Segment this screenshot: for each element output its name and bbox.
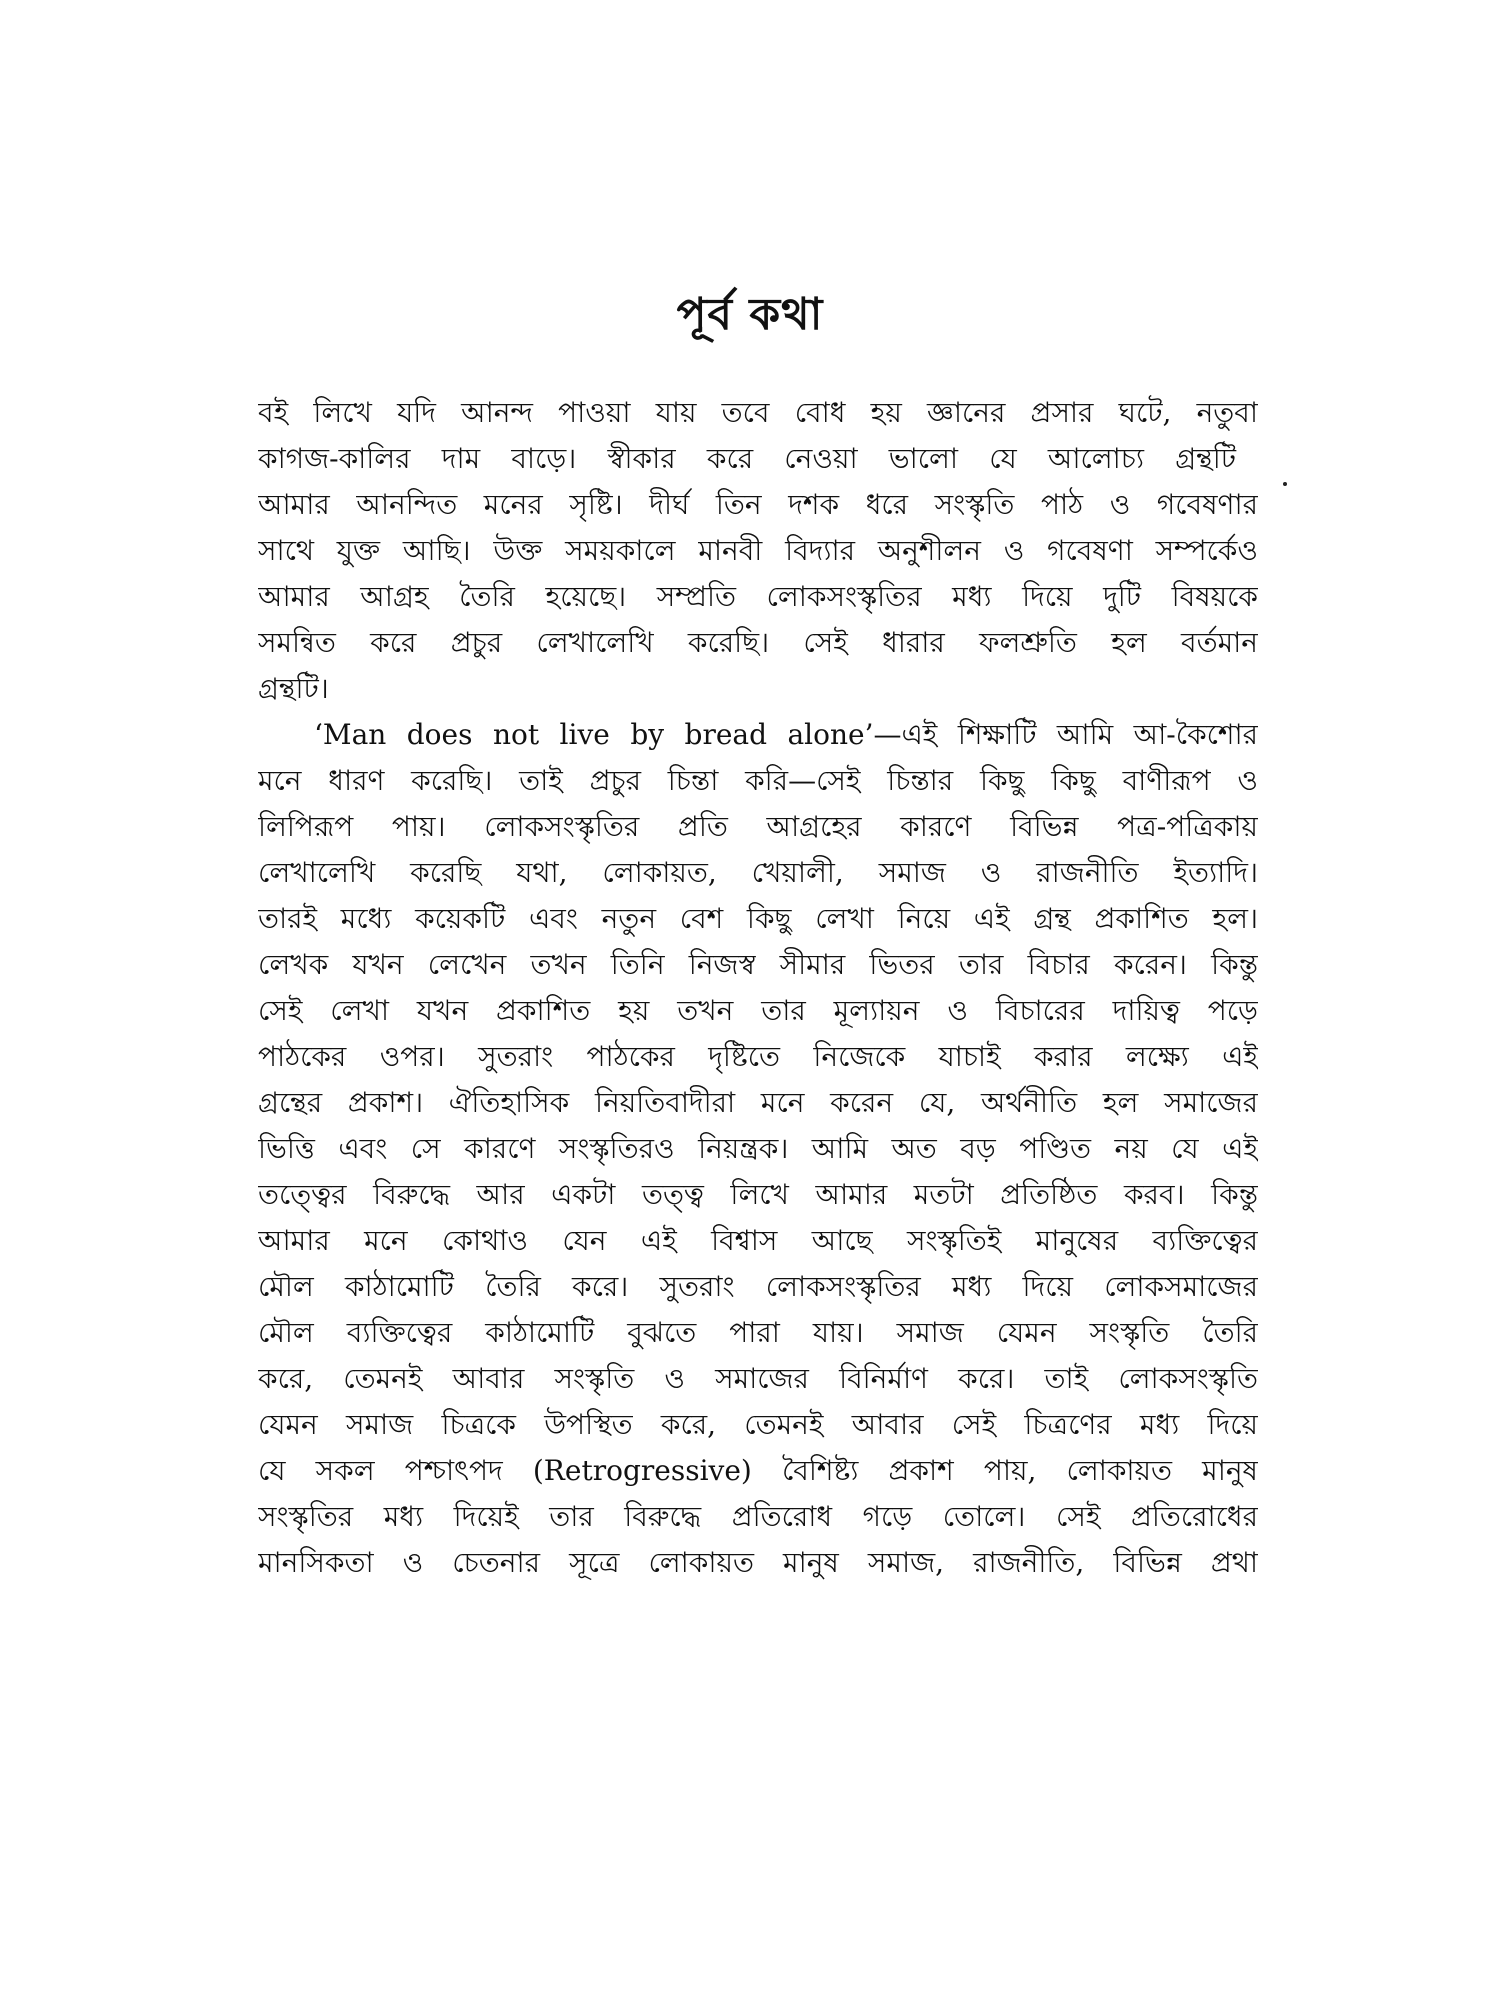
paragraph-2 (258, 712, 1258, 1586)
text-line: সেই লেখা যখন প্রকাশিত হয় তখন তার মূল্যায়ন ও বিচারের দায়িত্ব পড়ে (258, 994, 1258, 1027)
text-line: সংস্কৃতির মধ্য দিয়েই তার বিরুদ্ধে প্রতিরোধ গড়ে তোলে। সেই প্রতিরোধের (258, 1500, 1258, 1533)
text-line: কাগজ-কালির দাম বাড়ে। স্বীকার করে নেওয়া ভালো যে আলোচ্য গ্রন্থটি (258, 442, 1236, 475)
text-line: লেখক যখন লেখেন তখন তিনি নিজস্ব সীমার ভিতর তার বিচার করেন। কিন্তু (258, 948, 1258, 981)
chapter-title: পূর্ব কথা (676, 289, 824, 340)
text-line: আমার মনে কোথাও যেন এই বিশ্বাস আছে সংস্কৃতিই মানুষের ব্যক্তিত্বের (258, 1224, 1258, 1257)
text-line: বই লিখে যদি আনন্দ পাওয়া যায় তবে বোধ হয় জ্ঞানের প্রসার ঘটে, নতুবা (258, 396, 1258, 429)
text-line: মৌল ব্যক্তিত্বের কাঠামোটি বুঝতে পারা যায়। সমাজ যেমন সংস্কৃতি তৈরি (258, 1316, 1258, 1349)
text-line: যেমন সমাজ চিত্রকে উপস্থিত করে, তেমনই আবার সেই চিত্রণের মধ্য দিয়ে (258, 1408, 1258, 1441)
text-line: মৌল কাঠামোটি তৈরি করে। সুতরাং লোকসংস্কৃতির মধ্য দিয়ে লোকসমাজের (258, 1270, 1258, 1303)
text-line: গ্রন্থটি। (258, 672, 329, 705)
body-text (258, 390, 1258, 1586)
text-line: যে সকল পশ্চাৎপদ (Retrogressive) বৈশিষ্ট্য প্রকাশ পায়, লোকায়ত মানুষ (258, 1454, 1258, 1487)
text-line: ‘Man does not live by bread alone’—এই শিক্ষাটি আমি আ-কৈশোর (314, 718, 1258, 751)
text-line: আমার আগ্রহ তৈরি হয়েছে। সম্প্রতি লোকসংস্কৃতির মধ্য দিয়ে দুটি বিষয়কে (258, 580, 1258, 613)
text-line: ভিত্তি এবং সে কারণে সংস্কৃতিরও নিয়ন্ত্রক। আমি অত বড় পণ্ডিত নয় যে এই (258, 1132, 1258, 1165)
text-line: সমন্বিত করে প্রচুর লেখালেখি করেছি। সেই ধারার ফলশ্রুতি হল বর্তমান (258, 626, 1258, 659)
text-line: লেখালেখি করেছি যথা, লোকায়ত, খেয়ালী, সমাজ ও রাজনীতি ইত্যাদি। (258, 856, 1258, 889)
paragraph-1 (258, 390, 1258, 712)
text-line: তারই মধ্যে কয়েকটি এবং নতুন বেশ কিছু লেখা নিয়ে এই গ্রন্থ প্রকাশিত হল। (258, 902, 1258, 935)
text-line: আমার আনন্দিত মনের সৃষ্টি। দীর্ঘ তিন দশক ধরে সংস্কৃতি পাঠ ও গবেষণার (258, 488, 1258, 521)
stray-ink-mark (1283, 482, 1287, 486)
text-line: লিপিরূপ পায়। লোকসংস্কৃতির প্রতি আগ্রহের কারণে বিভিন্ন পত্র-পত্রিকায় (258, 810, 1258, 843)
text-line: সাথে যুক্ত আছি। উক্ত সময়কালে মানবী বিদ্যার অনুশীলন ও গবেষণা সম্পর্কেও (258, 534, 1258, 567)
text-line: মানসিকতা ও চেতনার সূত্রে লোকায়ত মানুষ সমাজ, রাজনীতি, বিভিন্ন প্রথা (258, 1546, 1258, 1579)
text-line: গ্রন্থের প্রকাশ। ঐতিহাসিক নিয়তিবাদীরা মনে করেন যে, অর্থনীতি হল সমাজের (258, 1086, 1258, 1119)
text-line: পাঠকের ওপর। সুতরাং পাঠকের দৃষ্টিতে নিজেকে যাচাই করার লক্ষ্যে এই (258, 1040, 1258, 1073)
text-line: করে, তেমনই আবার সংস্কৃতি ও সমাজের বিনির্মাণ করে। তাই লোকসংস্কৃতি (258, 1362, 1258, 1395)
text-line: তত্ত্বের বিরুদ্ধে আর একটা তত্ত্ব লিখে আমার মতটা প্রতিষ্ঠিত করব। কিন্তু (258, 1178, 1258, 1211)
text-line: মনে ধারণ করেছি। তাই প্রচুর চিন্তা করি—সেই চিন্তার কিছু কিছু বাণীরূপ ও (258, 764, 1258, 797)
